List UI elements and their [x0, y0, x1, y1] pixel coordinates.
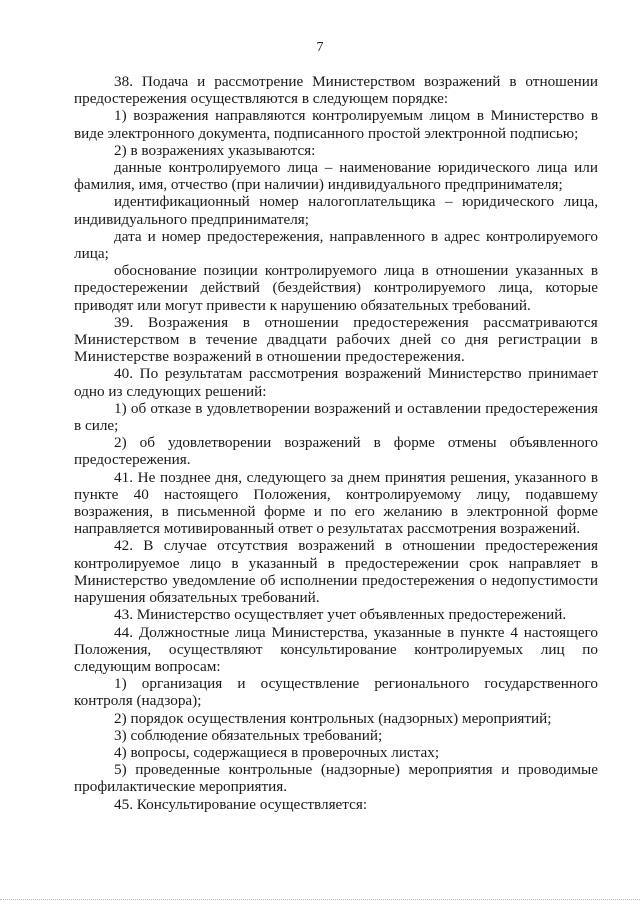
paragraph-45: 45. Консультирование осуществляется:: [114, 795, 368, 813]
paragraph-40-item-1: 1) об отказе в удовлетворении возражений и оставлении предостережения в силе;: [74, 399, 598, 435]
scan-edge-divider: [0, 899, 640, 902]
paragraph-44-item-2: 2) порядок осуществления контрольных (надзорных) мероприятий;: [114, 709, 552, 727]
paragraph-39: 39. Возражения в отношении предостережения рассматриваются Министерством в течение двадцати рабочих дней со дня регистрации в Министерстве возражений в отношении предостережения.: [74, 313, 598, 366]
paragraph-38: 38. Подача и рассмотрение Министерством возражений в отношении предостережения осуществляются в следующем порядке:: [74, 73, 598, 108]
paragraph-40: 40. По результатам рассмотрения возражений Министерство принимает одно из следующих решений:: [74, 365, 598, 400]
paragraph-41: 41. Не позднее дня, следующего за днем принятия решения, указанного в пункте 40 настоящего Положения, контролируемому лицу, подавшему возражения, в письменной форме и по его желанию в электронной форме направляется мотивированный ответ о результатах рассмотрения возражений.: [74, 468, 598, 538]
paragraph-44: 44. Должностные лица Министерства, указанные в пункте 4 настоящего Положения, осуществляют консультирование контролируемых лиц по следующим вопросам:: [74, 623, 598, 675]
paragraph-38-item-2-data: данные контролируемого лица – наименование юридического лица или фамилия, имя, отчество (при наличии) индивидуального предпринимателя;: [74, 159, 598, 194]
paragraph-38-item-2-inn: идентификационный номер налогоплательщика – юридического лица, индивидуального предпринимателя;: [74, 193, 598, 228]
paragraph-44-item-5: 5) проведенные контрольные (надзорные) мероприятия и проводимые профилактические мероприятия.: [74, 761, 598, 796]
paragraph-38-item-2-date: дата и номер предостережения, направленного в адрес контролируемого лица;: [74, 227, 598, 263]
paragraph-44-item-1: 1) организация и осуществление регионального государственного контроля (надзора);: [74, 675, 598, 710]
paragraph-42: 42. В случае отсутствия возражений в отношении предостережения контролируемое лицо в указанный в предостережении срок направляет в Министерство уведомление об исполнении предостережения о недопустимости нарушения обязательных требований.: [74, 537, 598, 607]
page-number: 7: [316, 40, 324, 55]
paragraph-44-item-3: 3) соблюдение обязательных требований;: [114, 726, 383, 744]
paragraph-38-item-1: 1) возражения направляются контролируемым лицом в Министерство в виде электронного документа, подписанного простой электронной подписью;: [74, 107, 598, 142]
paragraph-38-item-2-justification: обоснование позиции контролируемого лица в отношении указанных в предостережении действий (бездействия) контролируемого лица, которые приводят или могут привести к нарушению обязательных требований.: [74, 262, 598, 314]
paragraph-38-item-2: 2) в возражениях указываются:: [114, 141, 316, 159]
paragraph-43: 43. Министерство осуществляет учет объявленных предостережений.: [114, 606, 567, 624]
document-body: [74, 73, 598, 813]
paragraph-40-item-2: 2) об удовлетворении возражений в форме отмены объявленного предостережения.: [74, 434, 598, 469]
paragraph-44-item-4: 4) вопросы, содержащиеся в проверочных листах;: [114, 743, 440, 761]
